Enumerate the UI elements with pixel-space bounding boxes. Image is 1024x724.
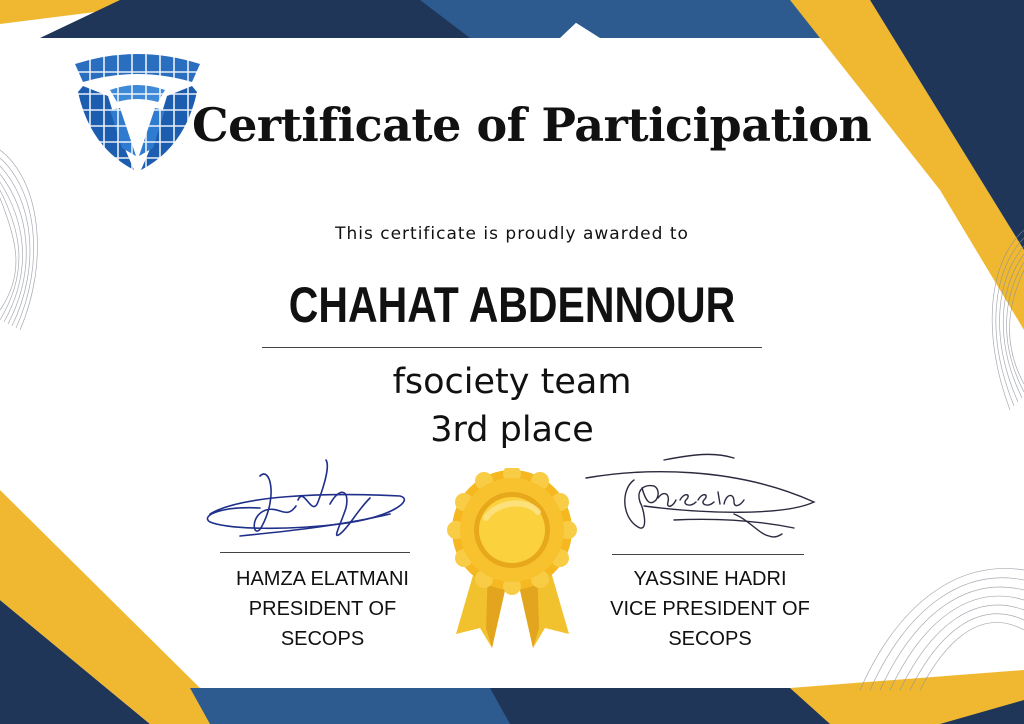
right-signature-line: [612, 554, 804, 555]
left-signatory-name: HAMZA ELATMANI: [236, 568, 409, 590]
team-name: fsociety team: [392, 362, 632, 402]
award-ribbon-icon: [440, 468, 585, 653]
shield-logo-icon: [70, 52, 205, 177]
left-signature: [200, 456, 415, 551]
certificate-title: Certificate of Participation: [192, 98, 872, 152]
left-signatory-role-line1: PRESIDENT OF: [248, 598, 397, 620]
awarded-text: This certificate is proudly awarded to: [335, 224, 689, 244]
bottom-right-wave-lines: [860, 569, 1024, 691]
left-signatory: [210, 564, 435, 654]
recipient-underline: [262, 347, 762, 348]
left-signature-line: [220, 552, 410, 553]
right-signatory-name: YASSINE HADRI: [633, 568, 787, 590]
right-signatory: [590, 564, 830, 654]
left-signatory-role-line2: SECOPS: [280, 628, 365, 650]
right-signature: [584, 450, 819, 550]
bottom-left-blue-band: [190, 688, 520, 724]
placement: 3rd place: [430, 410, 594, 450]
recipient-name: CHAHAT ABDENNOUR: [288, 277, 736, 333]
right-signatory-role-line2: SECOPS: [668, 628, 752, 650]
right-signatory-role-line1: VICE PRESIDENT OF: [610, 598, 810, 620]
